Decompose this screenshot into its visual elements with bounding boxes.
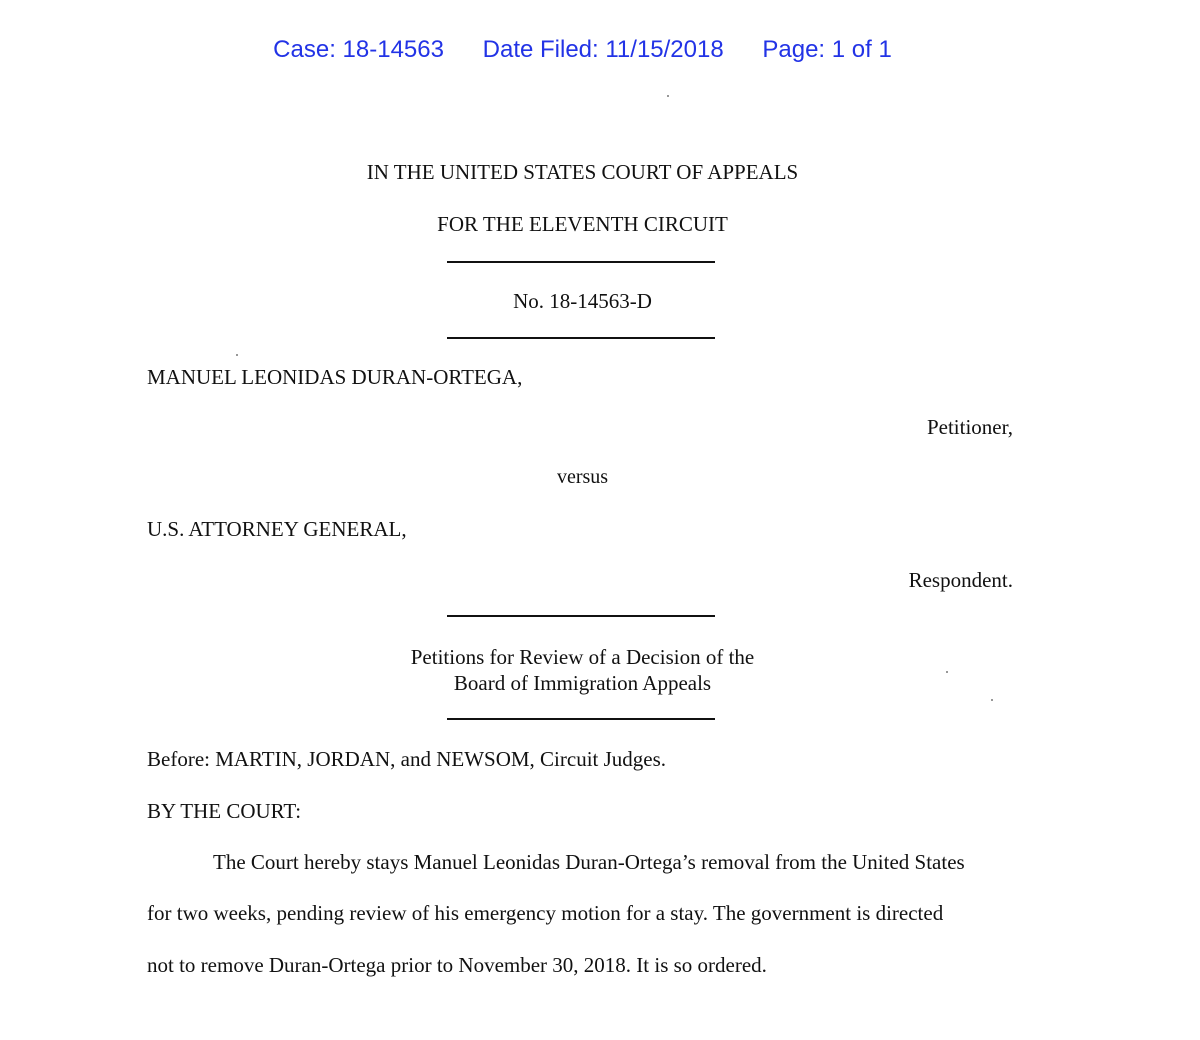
panel-judges: Before: MARTIN, JORDAN, and NEWSOM, Circuit Judges. <box>147 747 667 771</box>
scan-speck <box>991 699 993 701</box>
versus-text: versus <box>556 466 609 488</box>
by-the-court-heading: BY THE COURT: <box>147 799 302 823</box>
divider <box>447 337 715 339</box>
petitioner-role: Petitioner, <box>926 415 1013 439</box>
divider <box>447 718 715 720</box>
respondent-name: U.S. ATTORNEY GENERAL, <box>147 517 407 541</box>
court-name-line1: IN THE UNITED STATES COURT OF APPEALS <box>366 160 799 184</box>
date-filed: Date Filed: 11/15/2018 <box>482 36 724 63</box>
case-number: Case: 18-14563 <box>273 36 444 63</box>
scan-speck <box>667 95 669 97</box>
scan-speck <box>236 354 238 356</box>
order-line-3: not to remove Duran-Ortega prior to November 30, 2018. It is so ordered. <box>147 953 767 977</box>
respondent-role: Respondent. <box>908 568 1013 592</box>
court-name-line2: FOR THE ELEVENTH CIRCUIT <box>437 212 728 236</box>
page-count: Page: 1 of 1 <box>762 36 892 63</box>
docket-number: No. 18-14563-D <box>513 289 652 313</box>
scan-speck <box>946 671 948 673</box>
divider <box>447 261 715 263</box>
petitioner-name: MANUEL LEONIDAS DURAN-ORTEGA, <box>147 365 523 389</box>
order-line-1: The Court hereby stays Manuel Leonidas Duran-Ortega’s removal from the United States <box>213 850 965 874</box>
petition-title-line2: Board of Immigration Appeals <box>453 671 712 695</box>
order-line-2: for two weeks, pending review of his emergency motion for a stay. The government is directed <box>147 901 944 925</box>
divider <box>447 615 715 617</box>
petition-title-line1: Petitions for Review of a Decision of the <box>410 645 755 669</box>
